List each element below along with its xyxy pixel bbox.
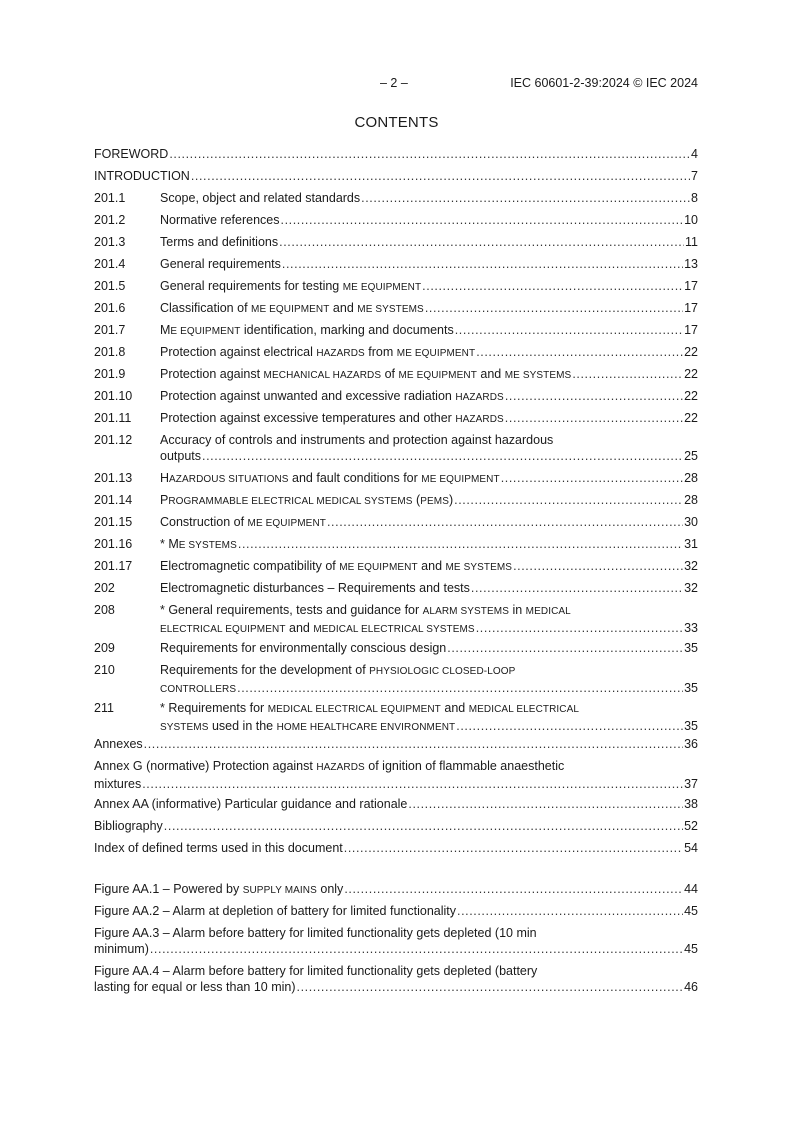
entry-text: Electromagnetic compatibility of	[160, 559, 340, 573]
entry-text: Construction of	[160, 515, 248, 529]
entry-text: * M	[160, 537, 179, 551]
page-ref: 37	[684, 777, 698, 791]
entry-text: )	[448, 493, 454, 507]
page-header	[0, 76, 793, 92]
defined-term: HAZARDS	[455, 392, 504, 403]
defined-term: MEDICAL ELECTRICAL	[468, 704, 580, 715]
section-number: 201.5	[94, 279, 126, 293]
defined-term: HAZARDS	[316, 762, 365, 773]
section-number: 202	[94, 581, 115, 595]
entry-text: Normative references	[160, 213, 280, 227]
defined-term: MECHANICAL HAZARDS	[263, 370, 382, 381]
page-ref: 33	[684, 621, 698, 635]
entry-text: Figure AA.1 – Powered by	[94, 882, 243, 896]
dot-leader	[164, 818, 683, 834]
page-ref: 22	[684, 345, 698, 359]
dot-leader	[191, 168, 690, 184]
dot-leader	[202, 448, 683, 464]
defined-term: ALARM SYSTEMS	[422, 606, 509, 617]
entry-text: General requirements for testing	[160, 279, 343, 293]
page-ref: 45	[684, 942, 698, 956]
dot-leader	[422, 278, 683, 294]
dot-leader	[408, 796, 683, 812]
defined-term: ME EQUIPMENT	[339, 562, 418, 573]
section-number: 201.4	[94, 257, 126, 271]
dot-leader	[454, 492, 683, 508]
entry-text: of	[381, 367, 399, 381]
entry-text: and	[285, 621, 314, 635]
defined-term: ME SYSTEMS	[445, 562, 513, 573]
section-number: 201.7	[94, 323, 126, 337]
entry-text: and	[417, 559, 446, 573]
section-number: 201.11	[94, 411, 132, 425]
defined-term: ELECTRICAL EQUIPMENT	[160, 624, 286, 635]
dot-leader	[425, 300, 683, 316]
page-ref: 30	[684, 515, 698, 529]
defined-term: ME EQUIPMENT	[247, 518, 326, 529]
entry-text: identification, marking and documents	[240, 323, 454, 337]
entry-text: Accuracy of controls and instruments and protection against hazardous	[160, 433, 554, 447]
defined-term: SYSTEMS	[160, 722, 209, 733]
entry-text: Protection against electrical	[160, 345, 317, 359]
defined-term: PEMS	[420, 496, 449, 507]
defined-term: ME EQUIPMENT	[396, 348, 476, 359]
entry-text: lasting for equal or less than 10 min)	[94, 980, 296, 994]
entry-text: Figure AA.3 – Alarm before battery for limited functionality gets depleted (10 min	[94, 926, 537, 940]
dot-leader	[476, 620, 683, 636]
page-ref: 28	[684, 493, 698, 507]
page-ref: 35	[684, 641, 698, 655]
dot-leader	[237, 680, 683, 696]
entry-text: and	[440, 701, 469, 715]
section-number: 201.1	[94, 191, 126, 205]
defined-term: CONTROLLERS	[160, 684, 237, 695]
page-ref: 35	[684, 719, 698, 733]
entry-text: Protection against unwanted and excessive radiation	[160, 389, 456, 403]
page-ref: 36	[684, 737, 698, 751]
defined-term: ME EQUIPMENT	[421, 474, 500, 485]
page-ref: 17	[684, 301, 698, 315]
entry-text: Annex AA (informative) Particular guidance and rationale	[94, 797, 408, 811]
entry-text: Classification of	[160, 301, 252, 315]
page-ref: 32	[684, 559, 698, 573]
dot-leader	[457, 903, 683, 919]
page-ref: 31	[684, 537, 698, 551]
dot-leader	[456, 718, 683, 734]
entry-text: P	[160, 493, 169, 507]
entry-text: FOREWORD	[94, 147, 169, 161]
defined-term: MEDICAL ELECTRICAL SYSTEMS	[313, 624, 475, 635]
entry-text: from	[364, 345, 397, 359]
page-ref: 46	[684, 980, 698, 994]
entry-text: Index of defined terms used in this document	[94, 841, 343, 855]
defined-term: HOME HEALTHCARE ENVIRONMENT	[276, 722, 456, 733]
entry-text: M	[160, 323, 171, 337]
entry-text: and fault conditions for	[288, 471, 422, 485]
defined-term: AZARDOUS SITUATIONS	[169, 474, 289, 485]
entry-text: Figure AA.4 – Alarm before battery for limited functionality gets depleted (battery	[94, 964, 538, 978]
entry-text: Scope, object and related standards	[160, 191, 361, 205]
section-number: 211	[94, 701, 114, 715]
defined-term: HAZARDS	[316, 348, 365, 359]
section-number: 201.16	[94, 537, 133, 551]
page-ref: 10	[684, 213, 698, 227]
page-ref: 25	[684, 449, 698, 463]
page-ref: 22	[684, 367, 698, 381]
entry-text: used in the	[208, 719, 277, 733]
entry-text: INTRODUCTION	[94, 169, 190, 183]
page-title: CONTENTS	[354, 114, 439, 131]
dot-leader	[281, 212, 684, 228]
dot-leader	[169, 146, 690, 162]
entry-text: (	[412, 493, 421, 507]
page-ref: 22	[684, 389, 698, 403]
page-ref: 38	[684, 797, 698, 811]
dot-leader	[471, 580, 683, 596]
entry-text: minimum)	[94, 942, 149, 956]
dot-leader	[327, 514, 683, 530]
section-number: 201.12	[94, 433, 133, 447]
document-id: IEC 60601-2-39:2024 © IEC 2024	[510, 76, 698, 90]
page-ref: 17	[684, 323, 698, 337]
entry-text: of ignition of flammable anaesthetic	[364, 759, 565, 773]
entry-text: and	[476, 367, 505, 381]
entry-text: in	[508, 603, 526, 617]
defined-term: ME EQUIPMENT	[398, 370, 477, 381]
defined-term: ME EQUIPMENT	[251, 304, 330, 315]
dot-leader	[505, 388, 683, 404]
defined-term: ME SYSTEMS	[504, 370, 572, 381]
entry-text: Electromagnetic disturbances – Requirements and tests	[160, 581, 470, 595]
defined-term: ME EQUIPMENT	[342, 282, 422, 293]
dot-leader	[501, 470, 683, 486]
section-number: 201.17	[94, 559, 133, 573]
defined-term: MEDICAL ELECTRICAL EQUIPMENT	[267, 704, 441, 715]
page-ref: 54	[684, 841, 698, 855]
dot-leader	[144, 736, 683, 752]
dot-leader	[455, 322, 683, 338]
dot-leader	[150, 941, 683, 957]
defined-term: ROGRAMMABLE ELECTRICAL MEDICAL SYSTEMS	[168, 496, 413, 507]
entry-text: * General requirements, tests and guidance for	[160, 603, 423, 617]
section-number: 209	[94, 641, 115, 655]
page-number: – 2 –	[380, 76, 408, 90]
entry-text: Figure AA.2 – Alarm at depletion of battery for limited functionality	[94, 904, 456, 918]
page-ref: 4	[691, 147, 698, 161]
dot-leader	[361, 190, 690, 206]
entry-text: Annexes	[94, 737, 143, 751]
page-ref: 22	[684, 411, 698, 425]
section-number: 201.14	[94, 493, 133, 507]
dot-leader	[344, 840, 683, 856]
dot-leader	[282, 256, 683, 272]
dot-leader	[447, 640, 683, 656]
defined-term: HAZARDS	[455, 414, 504, 425]
page-ref: 11	[685, 235, 698, 249]
section-number: 208	[94, 603, 115, 617]
defined-term: E EQUIPMENT	[170, 326, 241, 337]
page-ref: 7	[691, 169, 698, 183]
entry-text: Protection against excessive temperatures and other	[160, 411, 456, 425]
section-number: 201.8	[94, 345, 126, 359]
entry-text: Terms and definitions	[160, 235, 279, 249]
section-number: 201.9	[94, 367, 126, 381]
defined-term: ME SYSTEMS	[357, 304, 424, 315]
entry-text: mixtures	[94, 777, 142, 791]
entry-text: and	[329, 301, 358, 315]
page-ref: 32	[684, 581, 698, 595]
section-number: 201.10	[94, 389, 133, 403]
entry-text: Protection against	[160, 367, 264, 381]
dot-leader	[505, 410, 683, 426]
section-number: 210	[94, 663, 115, 677]
entry-text: General requirements	[160, 257, 281, 271]
section-number: 201.13	[94, 471, 133, 485]
entry-text: * Requirements for	[160, 701, 268, 715]
page-ref: 8	[691, 191, 698, 205]
page-ref: 28	[684, 471, 698, 485]
dot-leader	[344, 881, 683, 897]
dot-leader	[279, 234, 684, 250]
dot-leader	[297, 979, 684, 995]
entry-text: outputs	[160, 449, 202, 463]
defined-term: MEDICAL	[525, 606, 571, 617]
dot-leader	[572, 366, 683, 382]
dot-leader	[238, 536, 683, 552]
dot-leader	[476, 344, 683, 360]
page-ref: 17	[684, 279, 698, 293]
entry-text: Requirements for environmentally conscious design	[160, 641, 447, 655]
entry-text: only	[316, 882, 344, 896]
section-number: 201.3	[94, 235, 126, 249]
dot-leader	[513, 558, 683, 574]
defined-term: PHYSIOLOGIC CLOSED-LOOP	[369, 666, 516, 677]
dot-leader	[142, 776, 683, 792]
entry-text: Annex G (normative) Protection against	[94, 759, 317, 773]
section-number: 201.6	[94, 301, 126, 315]
page-ref: 13	[684, 257, 698, 271]
page-ref: 44	[684, 882, 698, 896]
page-ref: 52	[684, 819, 698, 833]
entry-text: H	[160, 471, 170, 485]
entry-text: Requirements for the development of	[160, 663, 370, 677]
defined-term: E SYSTEMS	[178, 540, 237, 551]
defined-term: SUPPLY MAINS	[242, 885, 317, 896]
section-number: 201.15	[94, 515, 133, 529]
page-ref: 45	[684, 904, 698, 918]
entry-text: Bibliography	[94, 819, 163, 833]
section-number: 201.2	[94, 213, 126, 227]
page-ref: 35	[684, 681, 698, 695]
